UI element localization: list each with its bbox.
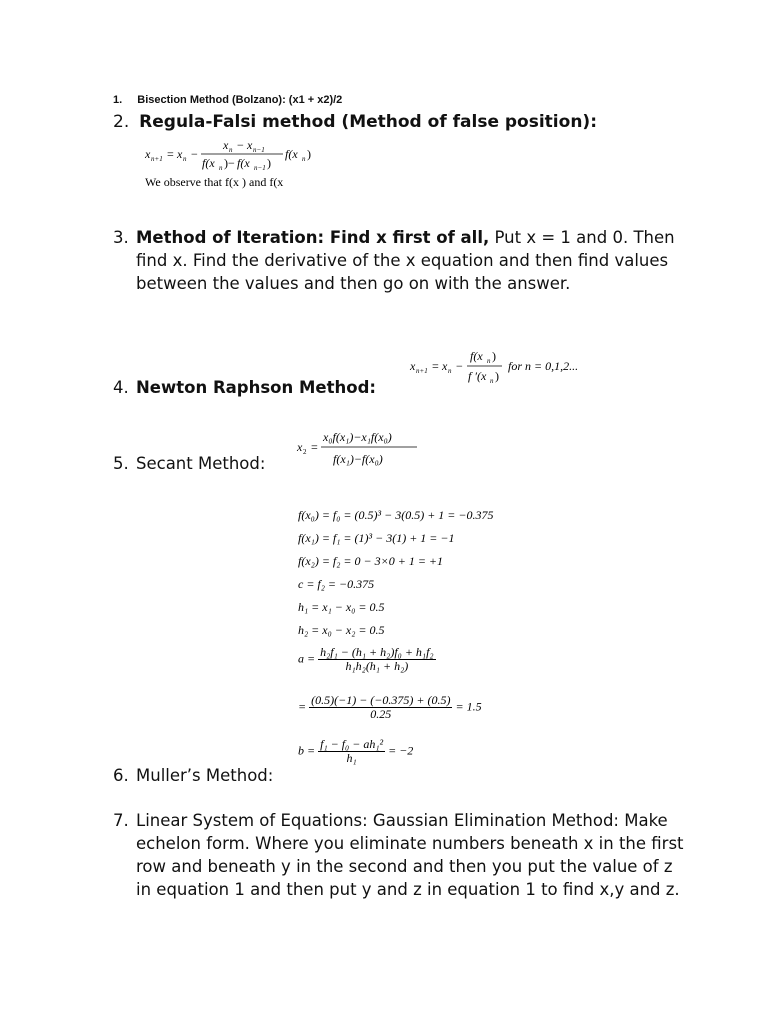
svg-text:x: x	[223, 138, 229, 152]
muller-a-denominator: h₁h₂(h₁ + h₂)	[345, 659, 409, 673]
item-6-text: Muller’s Method:	[136, 766, 274, 785]
item-3-rest-text: Put x = 1 and 0. Then find x. Find the derivative of the x equation and then find values between the values and then go on with the answer.	[136, 228, 675, 293]
item-5-text: Secant Method:	[136, 454, 266, 473]
svg-text:f(x: f(x	[285, 147, 298, 161]
item-3-number: 3.	[113, 228, 129, 247]
svg-text:x: x	[297, 440, 303, 454]
svg-text:n: n	[302, 155, 306, 163]
svg-text:n+1: n+1	[416, 367, 428, 375]
svg-text:n: n	[229, 146, 233, 154]
svg-text:f(x: f(x	[202, 156, 215, 170]
svg-text:2: 2	[303, 448, 307, 456]
muller-a-value: = 1.5	[455, 699, 482, 714]
svg-text:x: x	[410, 359, 416, 373]
svg-text:=: =	[311, 440, 318, 454]
muller-line-2: f(x₁) = f₁ = (1)³ − 3(1) + 1 = −1	[298, 531, 455, 545]
muller-line-3: f(x₂) = f₂ = 0 − 3×0 + 1 = +1	[298, 554, 444, 568]
svg-text:−: −	[237, 138, 244, 152]
muller-line-6: h₂ = x₀ − x₂ = 0.5	[298, 623, 385, 637]
item-6-number: 6.	[113, 766, 129, 785]
svg-text:n+1: n+1	[151, 155, 163, 163]
regula-falsi-cutoff-text: We observe that f(x ) and f(x	[145, 175, 284, 189]
secant-formula	[297, 425, 437, 469]
muller-b-denominator: h₁	[346, 751, 357, 765]
item-7-number: 7.	[113, 811, 129, 830]
muller-line-5: h₁ = x₁ − x₀ = 0.5	[298, 600, 385, 614]
svg-text:): )	[267, 156, 271, 170]
regula-falsi-formula-graphic	[145, 138, 345, 172]
secant-formula-graphic	[297, 425, 437, 469]
svg-text:=: =	[167, 147, 174, 161]
svg-text:n: n	[183, 155, 187, 163]
svg-text:n: n	[490, 377, 494, 385]
muller-a-evaluation: = $\frac{(0.5)(-1) - (-0.375) + (0.5)}{0.25}$ = 1.5	[298, 693, 482, 721]
muller-a-eval-numerator: (0.5)(−1) − (−0.375) + (0.5)	[311, 693, 451, 707]
muller-b-numerator: f₁ − f₀ − ah₁²	[320, 737, 384, 751]
item-6	[113, 764, 273, 787]
item-5	[113, 452, 265, 475]
item-2-text: Regula-Falsi method (Method of false position):	[139, 112, 597, 132]
svg-text:x₀f(x₁)−x₁f(x₀): x₀f(x₁)−x₁f(x₀)	[323, 430, 392, 444]
svg-text:n: n	[219, 164, 223, 172]
svg-text:x: x	[145, 147, 151, 161]
item-2	[113, 111, 597, 134]
muller-line-4: c = f₂ = −0.375	[298, 577, 375, 591]
regula-falsi-formula	[145, 138, 345, 172]
svg-text:n: n	[487, 357, 491, 365]
item-3-bold-text: Method of Iteration: Find x first of all,	[136, 228, 490, 247]
svg-text:n−1: n−1	[254, 164, 266, 172]
item-4-text: Newton Raphson Method:	[136, 378, 376, 397]
item-4	[113, 376, 376, 399]
item-1-text: Bisection Method (Bolzano): (x1 + x2)/2	[137, 94, 343, 106]
svg-text:x: x	[442, 359, 448, 373]
svg-text:x: x	[177, 147, 183, 161]
svg-text:f ′(x: f ′(x	[468, 369, 487, 383]
muller-line-1: f(x₀) = f₀ = (0.5)³ − 3(0.5) + 1 = −0.375	[298, 508, 494, 522]
svg-text:−: −	[456, 359, 463, 373]
svg-text:n: n	[448, 367, 452, 375]
item-4-number: 4.	[113, 378, 129, 397]
svg-text:f(x: f(x	[470, 349, 483, 363]
svg-text:n−1: n−1	[253, 146, 265, 154]
svg-text:): )	[495, 369, 499, 383]
svg-text:f(x: f(x	[237, 156, 250, 170]
item-2-number: 2.	[113, 112, 130, 132]
muller-a-numerator: h₂f₁ − (h₁ + h₂)f₀ + h₁f₂	[320, 645, 434, 659]
newton-raphson-formula	[410, 345, 610, 387]
svg-text:f(x₁)−f(x₀): f(x₁)−f(x₀)	[333, 452, 383, 466]
muller-a-eval-denominator: 0.25	[370, 707, 392, 721]
item-1	[113, 94, 342, 106]
muller-b-value: = −2	[388, 743, 414, 758]
muller-b-formula: b = $\frac{\text{f₁ − f₀ − ah₁²}}{\text{h₁}}$ = −2	[298, 737, 414, 765]
item-7-text: Linear System of Equations: Gaussian Elimination Method: Make echelon form. Where you eliminate numbers beneath x in the first row and beneath y in the second and then you put the value of z in equation 1 and then put y and z in equation 1 to find x,y and z.	[136, 811, 684, 899]
svg-text:=: =	[432, 359, 439, 373]
item-5-number: 5.	[113, 454, 129, 473]
muller-a-formula: a = $\frac{\text{h₂f₁ − (h₁ + h₂)f₀ + h₁f₂}}{\text{h₁h₂(h₁ + h₂)}}$	[298, 645, 434, 673]
svg-text:): )	[492, 349, 496, 363]
svg-text:): )	[307, 147, 311, 161]
svg-text:)−: )−	[224, 156, 235, 170]
newton-raphson-suffix: for n = 0,1,2...	[508, 359, 579, 373]
svg-text:x: x	[247, 138, 253, 152]
item-1-number: 1.	[113, 94, 123, 106]
item-3-text	[136, 226, 681, 295]
svg-text:−: −	[191, 147, 198, 161]
